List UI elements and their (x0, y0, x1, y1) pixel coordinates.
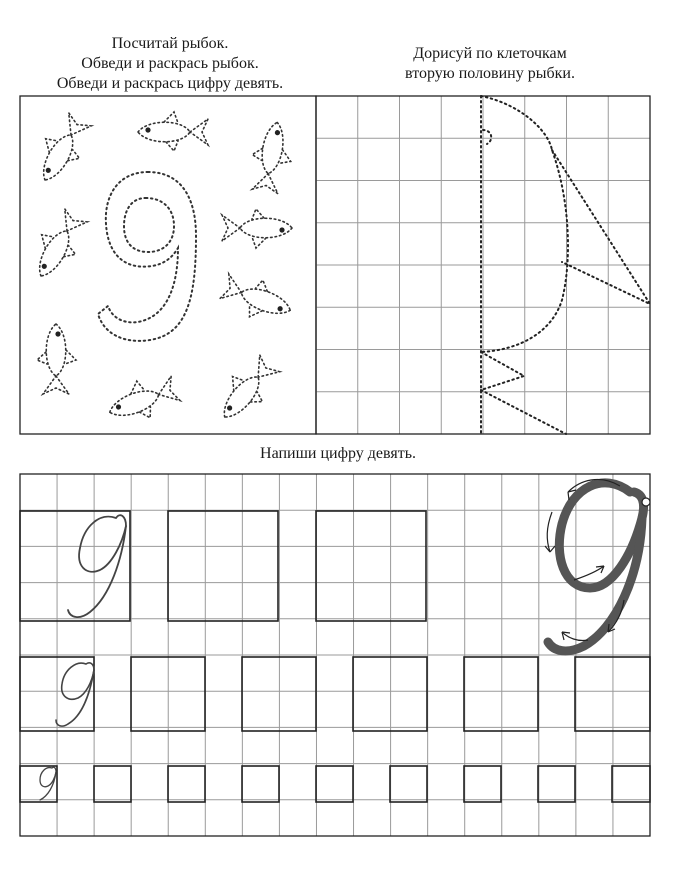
writing-grid (20, 474, 650, 836)
writing-box[interactable] (316, 766, 353, 802)
sample-nine-medium (56, 663, 94, 726)
draw-half-fish-instruction: Дорисуй по клеточкам вторую половину рыбки. (405, 45, 575, 82)
tracing-nine-guide (545, 479, 650, 650)
count-fish-instruction: Посчитай рыбок. Обведи и раскрась рыбок. Обведи и раскрась цифру девять. (56, 35, 284, 92)
writing-box[interactable] (390, 766, 427, 802)
fish-panel (20, 96, 316, 434)
write-digit-instruction: Напиши цифру девять. (260, 445, 416, 462)
writing-box[interactable] (464, 766, 501, 802)
fish-outline[interactable] (218, 268, 297, 329)
fish-outline[interactable] (37, 324, 76, 394)
fish-outlines (24, 109, 297, 430)
writing-box[interactable] (242, 766, 279, 802)
writing-box[interactable] (168, 511, 278, 621)
writing-box[interactable] (612, 766, 650, 802)
writing-box[interactable] (464, 657, 538, 731)
writing-box[interactable] (20, 511, 130, 621)
writing-box[interactable] (538, 766, 575, 802)
dotted-digit-nine (98, 172, 196, 341)
symmetry-grid (316, 96, 650, 434)
writing-box[interactable] (168, 766, 205, 802)
fish-outline[interactable] (222, 209, 292, 248)
sample-nine-small (40, 767, 56, 800)
fish-outline[interactable] (209, 351, 284, 430)
fish-outline[interactable] (103, 370, 182, 431)
writing-box[interactable] (94, 766, 131, 802)
sample-nine-large (68, 515, 126, 617)
fish-outline[interactable] (246, 119, 297, 195)
writing-grid-lines (20, 474, 650, 836)
writing-box[interactable] (316, 511, 426, 621)
symmetry-grid-lines (316, 96, 650, 434)
fish-outline[interactable] (138, 112, 208, 151)
fish-outline[interactable] (28, 109, 97, 189)
writing-box[interactable] (353, 657, 427, 731)
fish-outline[interactable] (24, 205, 93, 285)
